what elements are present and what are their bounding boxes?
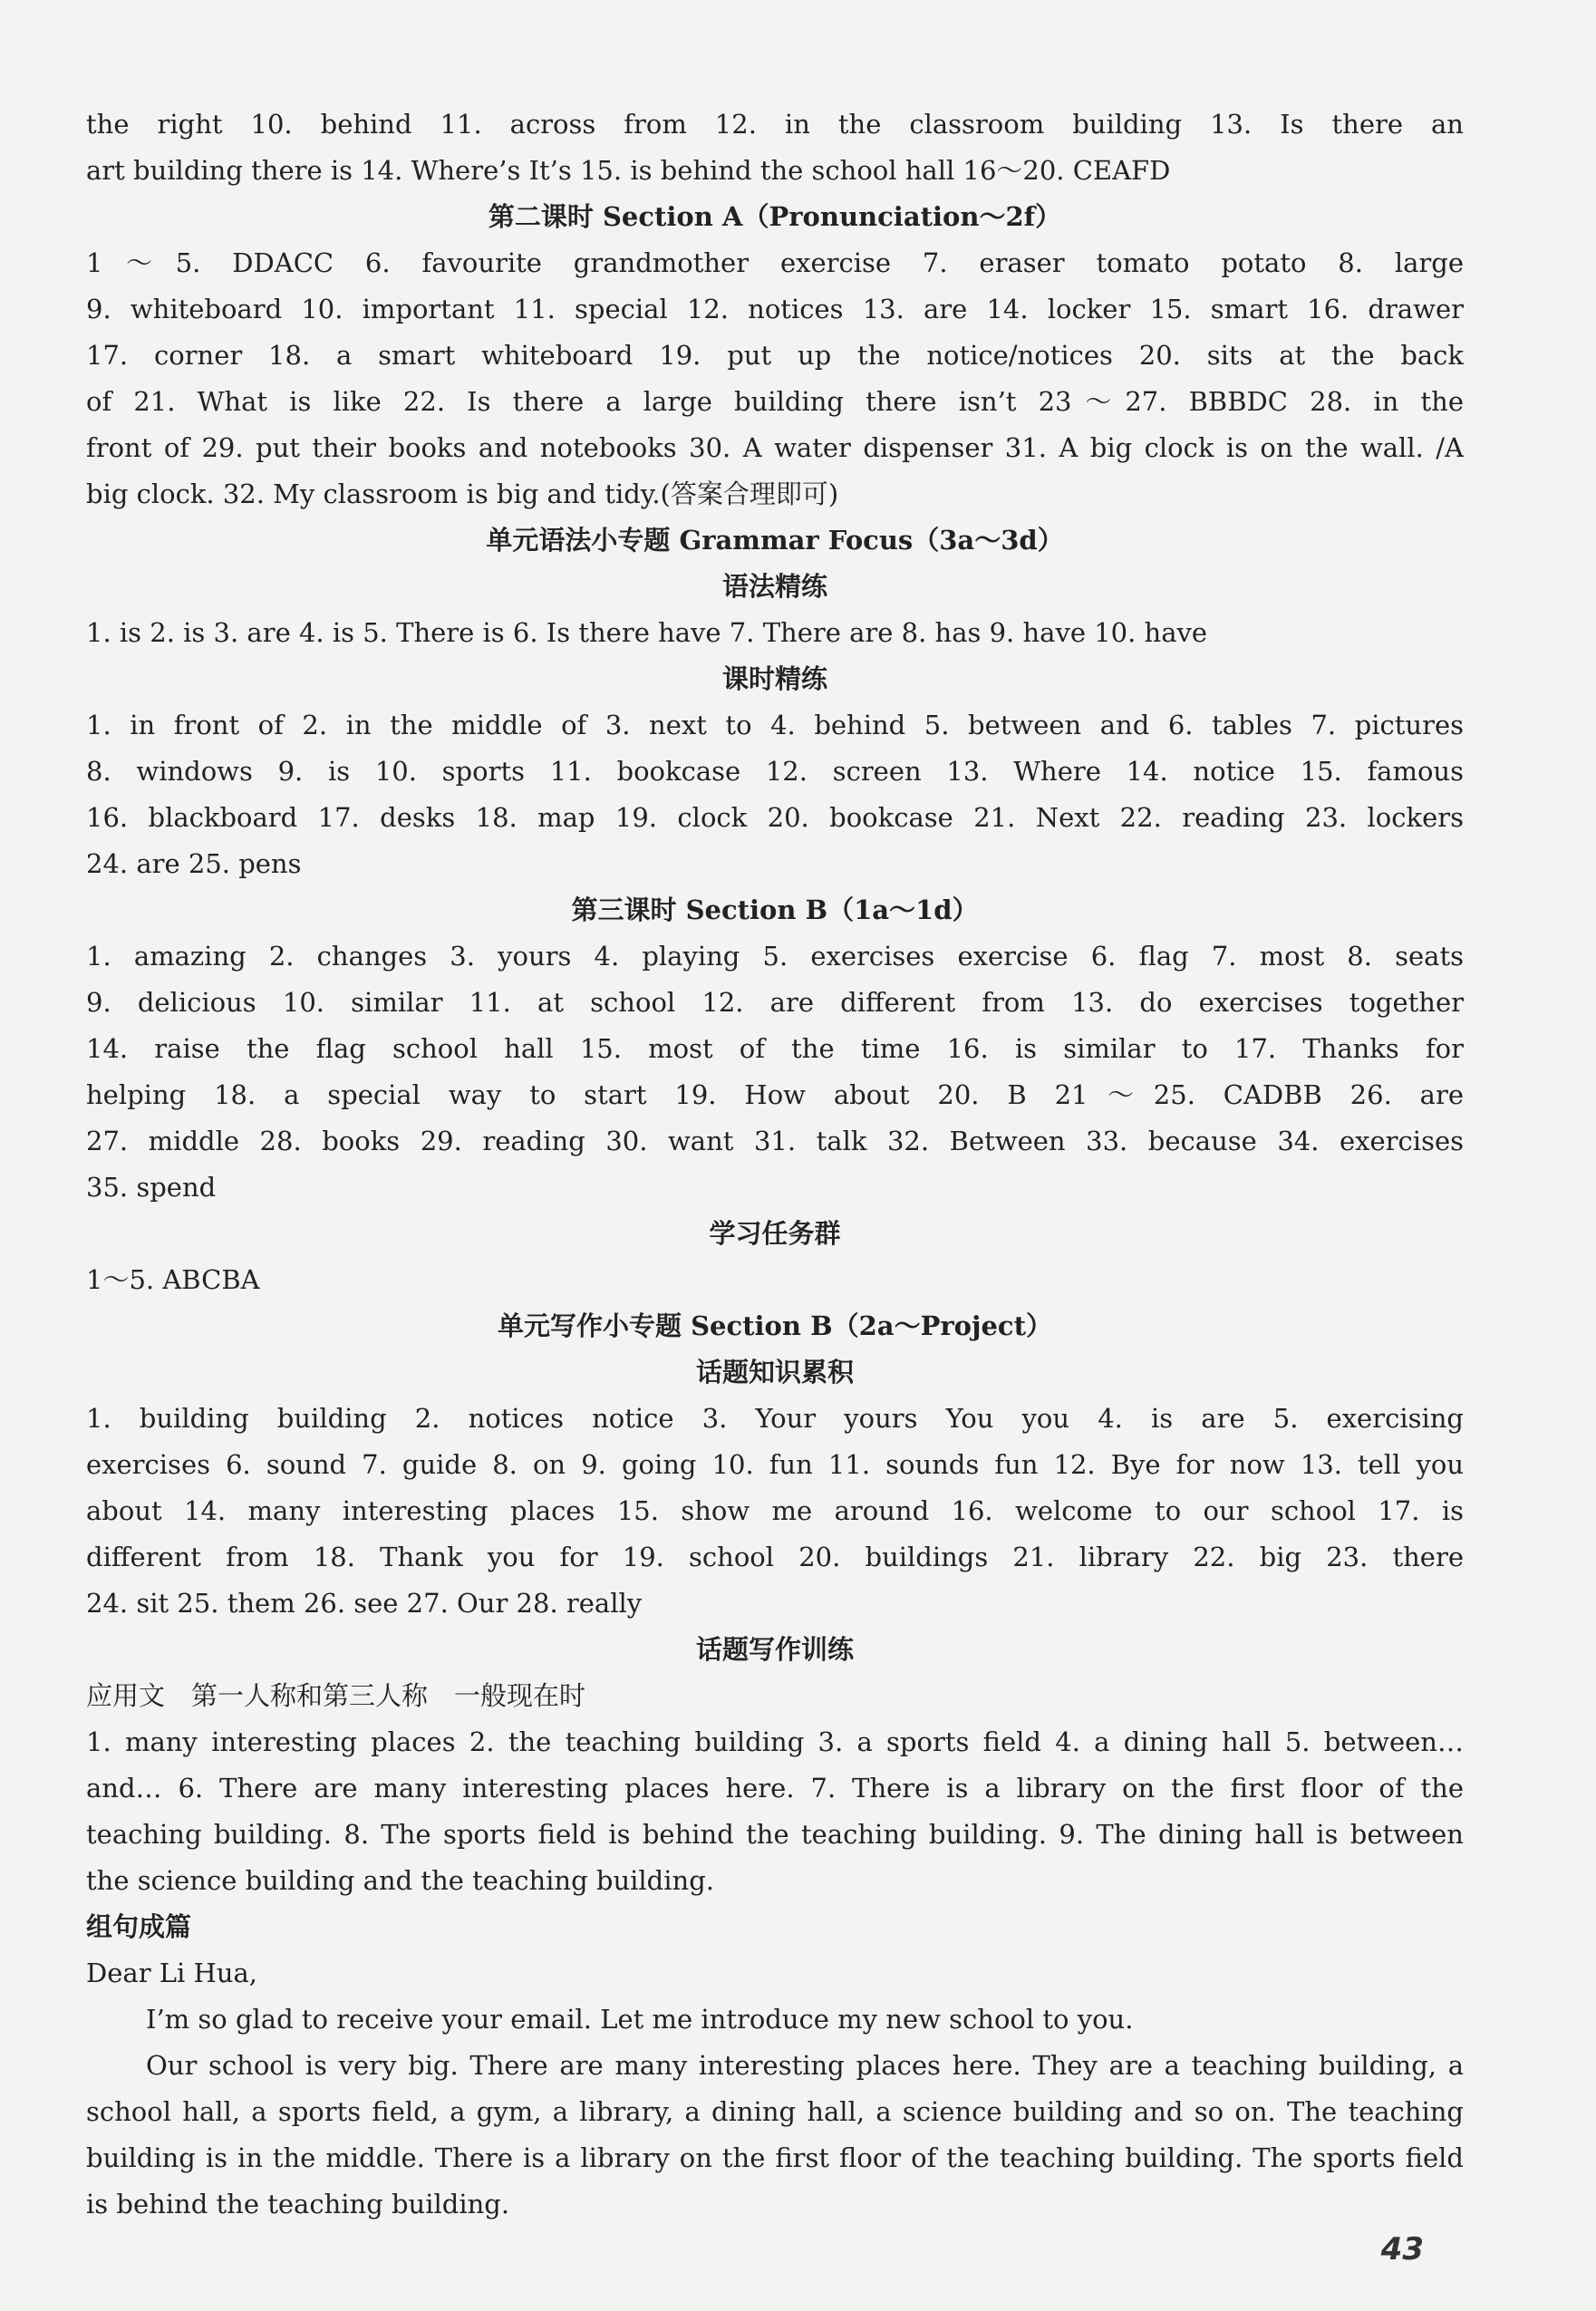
answer-line: front of 29. put their books and notebooks 30. A water dispenser 31. A big clock is on the wall. /A bbox=[86, 432, 1464, 463]
grammar-title: 单元语法小专题 Grammar Focus（3a～3d） bbox=[486, 525, 1064, 556]
answer-line: 8. windows 9. is 10. sports 11. bookcase 12. screen 13. Where 14. notice 15. famous bbox=[86, 756, 1464, 787]
answer-line: big clock. 32. My classroom is big and tidy.(答案合理即可) bbox=[86, 479, 839, 509]
letter-paragraph-1: I’m so glad to receive your email. Let me introduce my new school to you. bbox=[146, 2004, 1134, 2035]
compose-title: 组句成篇 bbox=[86, 1911, 192, 1942]
letter-greeting: Dear Li Hua, bbox=[86, 1958, 258, 1988]
grammar-subtitle-lesson: 课时精练 bbox=[721, 663, 827, 694]
answer-line: 16. blackboard 17. desks 18. map 19. clock 20. bookcase 21. Next 22. reading 23. lockers bbox=[86, 802, 1464, 833]
answer-line: the right 10. behind 11. across from 12. in the classroom building 13. Is there an bbox=[86, 109, 1464, 140]
answer-line: of 21. What is like 22. Is there a large building there isn’t 23～27. BBBDC 28. in the bbox=[86, 386, 1464, 417]
writing-title: 单元写作小专题 Section B（2a～Project） bbox=[498, 1310, 1052, 1341]
page-content bbox=[86, 102, 1464, 2228]
answer-line: different from 18. Thank you for 19. school 20. buildings 21. library 22. big 23. there bbox=[86, 1542, 1464, 1572]
answer-line: helping 18. a special way to start 19. How about 20. B 21～25. CADBB 26. are bbox=[86, 1079, 1464, 1110]
answer-line: 1. in front of 2. in the middle of 3. next to 4. behind 5. between and 6. tables 7. pictures bbox=[86, 710, 1464, 740]
section3-title: 第三课时 Section B（1a～1d） bbox=[571, 894, 979, 925]
writing-subtitle-knowledge: 话题知识累积 bbox=[695, 1357, 854, 1388]
grammar-lesson-answers bbox=[86, 702, 1464, 887]
answer-line: exercises 6. sound 7. guide 8. on 9. going 10. fun 11. sounds fun 12. Bye for now 13. tell you bbox=[86, 1449, 1464, 1480]
answer-line: 27. middle 28. books 29. reading 30. want 31. talk 32. Between 33. because 34. exercises bbox=[86, 1126, 1464, 1156]
answer-line: 1～5. DDACC 6. favourite grandmother exercise 7. eraser tomato potato 8. large bbox=[86, 247, 1464, 278]
section2-title: 第二课时 Section A（Pronunciation～2f） bbox=[488, 201, 1062, 232]
grammar-subtitle-practice: 语法精练 bbox=[721, 571, 827, 602]
answer-line: 35. spend bbox=[86, 1172, 217, 1203]
writing-type-line: 应用文 第一人称和第三人称 一般现在时 bbox=[86, 1680, 586, 1711]
writing-subtitle-training: 话题写作训练 bbox=[695, 1634, 854, 1665]
answer-line: 1. building building 2. notices notice 3. Your yours You you 4. is are 5. exercising bbox=[86, 1403, 1464, 1434]
answer-line: the science building and the teaching building. bbox=[86, 1865, 714, 1896]
answer-line: 1. many interesting places 2. the teaching building 3. a sports field 4. a dining hall 5. between… bbox=[86, 1726, 1464, 1757]
answer-line: and… 6. There are many interesting places here. 7. There is a library on the first floor of the bbox=[86, 1773, 1464, 1803]
answer-line: 9. whiteboard 10. important 11. special 12. notices 13. are 14. locker 15. smart 16. drawer bbox=[86, 294, 1464, 324]
task-group-answers bbox=[86, 1257, 1464, 1303]
letter-paragraph-2: Our school is very big. There are many interesting places here. They are a teaching building, a school hall, a sports field, a gym, a library, a dining hall, a science building and so on. The teaching building is in the middle. There is a library on the first floor of the teaching building. The sports field is behind the teaching building. bbox=[86, 2050, 1464, 2219]
writing-knowledge-answers bbox=[86, 1396, 1464, 1627]
intro-answers bbox=[86, 102, 1464, 194]
page-number: 43 bbox=[1380, 2231, 1424, 2267]
answer-line: 14. raise the flag school hall 15. most of the time 16. is similar to 17. Thanks for bbox=[86, 1033, 1464, 1064]
grammar-practice-answers bbox=[86, 610, 1464, 656]
answer-line: teaching building. 8. The sports field is behind the teaching building. 9. The dining hall is between bbox=[86, 1819, 1464, 1850]
answer-line: 1. amazing 2. changes 3. yours 4. playing 5. exercises exercise 6. flag 7. most 8. seats bbox=[86, 941, 1464, 972]
section2-answers bbox=[86, 240, 1464, 517]
task-group-title: 学习任务群 bbox=[709, 1218, 841, 1249]
answer-line: 24. sit 25. them 26. see 27. Our 28. really bbox=[86, 1588, 643, 1619]
answer-line: 17. corner 18. a smart whiteboard 19. put up the notice/notices 20. sits at the back bbox=[86, 340, 1464, 371]
answer-line: art building there is 14. Where’s It’s 15. is behind the school hall 16～20. CEAFD bbox=[86, 155, 1171, 186]
section3-answers bbox=[86, 933, 1464, 1211]
answer-line: about 14. many interesting places 15. show me around 16. welcome to our school 17. is bbox=[86, 1495, 1464, 1526]
writing-training-answers bbox=[86, 1719, 1464, 1904]
answer-line: 1～5. ABCBA bbox=[86, 1264, 260, 1295]
answer-line: 24. are 25. pens bbox=[86, 848, 302, 879]
answer-line: 9. delicious 10. similar 11. at school 12. are different from 13. do exercises together bbox=[86, 987, 1464, 1018]
answer-line: 1. is 2. is 3. are 4. is 5. There is 6. Is there have 7. There are 8. has 9. have 10. have bbox=[86, 617, 1208, 648]
